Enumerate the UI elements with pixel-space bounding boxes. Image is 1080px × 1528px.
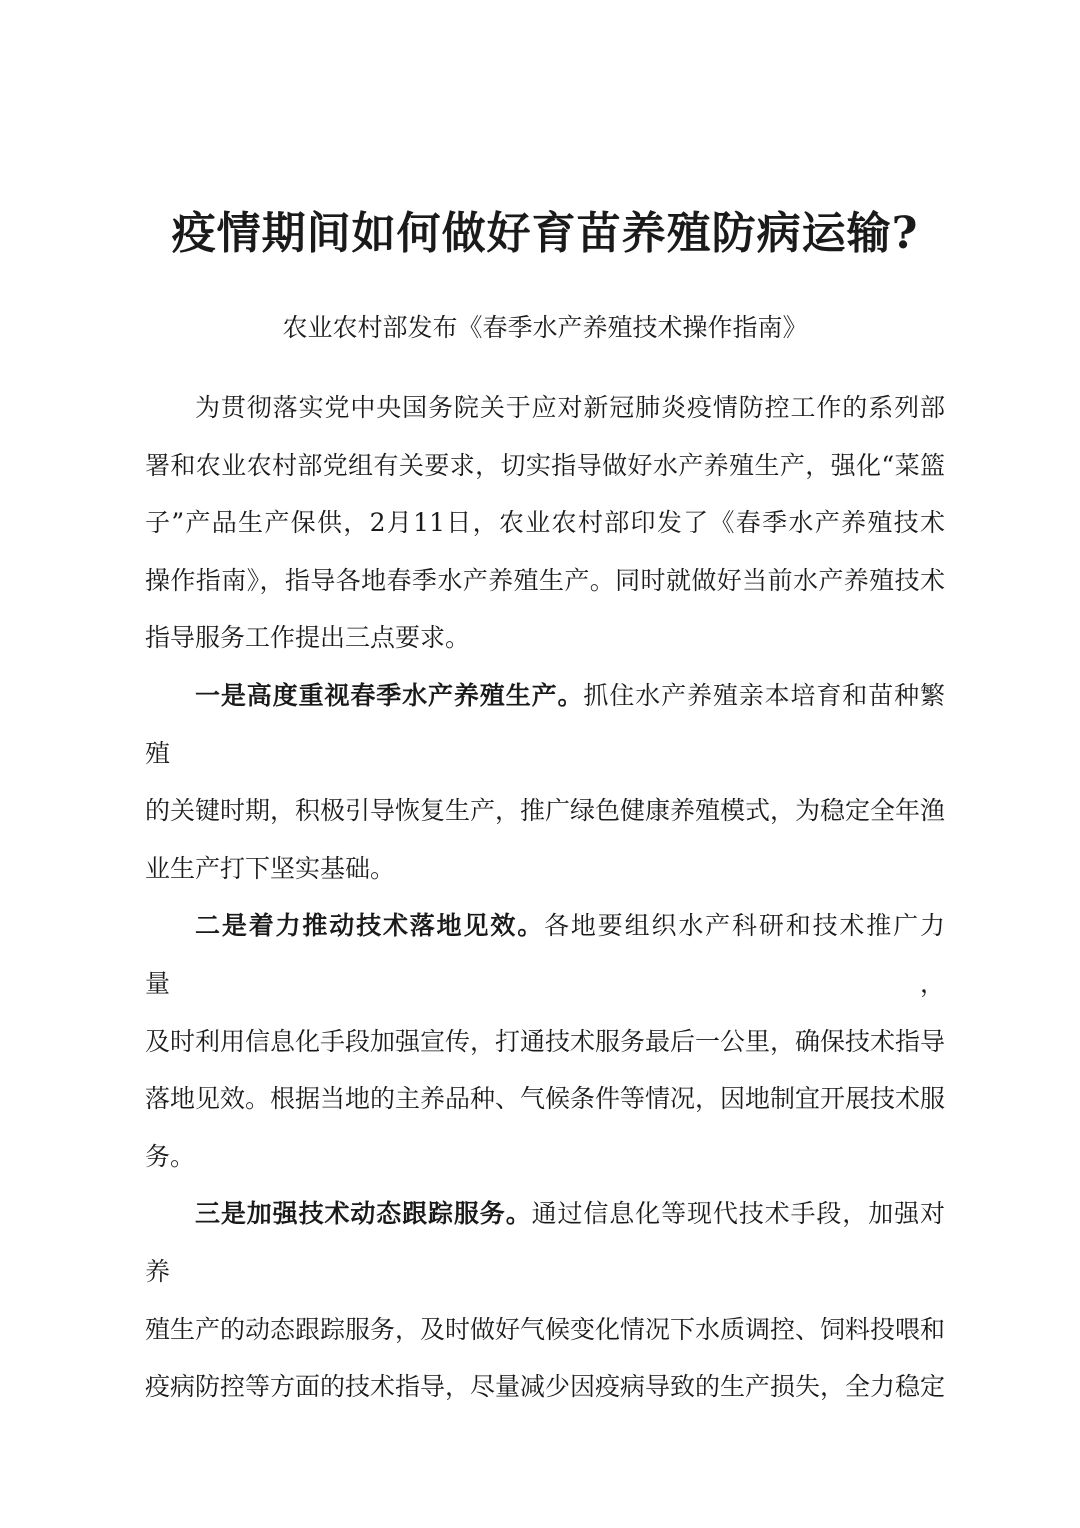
paragraph-intro: [145, 379, 945, 667]
point-heading: 一是高度重视春季水产养殖生产。: [195, 680, 584, 710]
point-text: 各地要组织水产科研和技术推广力量，: [145, 911, 945, 998]
paragraph-line: [145, 1185, 945, 1300]
point-heading: 三是加强技术动态跟踪服务。: [195, 1199, 532, 1229]
paragraph-point-three: [145, 1185, 945, 1415]
point-text: 通过信息化等现代技术手段，加强对养: [145, 1199, 945, 1286]
paragraph-line: [145, 897, 945, 1012]
paragraph-line: 为贯彻落实党中央国务院关于应对新冠肺炎疫情防控工作的系列部: [195, 393, 945, 422]
document-subtitle: 农业农村部发布《春季水产养殖技术操作指南》: [282, 313, 808, 342]
point-heading: 二是着力推动技术落地见效。: [195, 911, 545, 941]
paragraph-line: 及时利用信息化手段加强宣传，打通技术服务最后一公里，确保技术指导: [145, 1026, 946, 1056]
point-text: 抓住水产养殖亲本培育和苗种繁殖: [145, 680, 945, 768]
document-title: 疫情期间如何做好育苗养殖防病运输?: [171, 208, 919, 259]
paragraph-line: 疫病防控等方面的技术指导，尽量减少因疫病导致的生产损失，全力稳定: [145, 1372, 946, 1402]
paragraph-line: 落地见效。根据当地的主养品种、气候条件等情况，因地制宜开展技术服: [145, 1084, 946, 1114]
paragraph-line: 操作指南》，指导各地春季水产养殖生产。同时就做好当前水产养殖技术: [145, 565, 945, 595]
paragraph-line: 务。: [145, 1141, 196, 1171]
paragraph-line: [145, 667, 945, 782]
document-body: [145, 379, 945, 1416]
paragraph-line: 子”产品生产保供，2月11日，农业农村部印发了《春季水产养殖技术: [145, 508, 945, 538]
paragraph-point-one: [145, 667, 945, 897]
paragraph-line: 指导服务工作提出三点要求。: [145, 623, 471, 653]
paragraph-line: 业生产打下坚实基础。: [145, 853, 396, 883]
paragraph-point-two: [145, 897, 945, 1185]
paragraph-line: 署和农业农村部党组有关要求，切实指导做好水产养殖生产，强化“菜篮: [145, 450, 945, 480]
paragraph-line: 殖生产的动态跟踪服务，及时做好气候变化情况下水质调控、饲料投喂和: [145, 1314, 946, 1344]
paragraph-line: 的关键时期，积极引导恢复生产，推广绿色健康养殖模式，为稳定全年渔: [145, 796, 946, 826]
